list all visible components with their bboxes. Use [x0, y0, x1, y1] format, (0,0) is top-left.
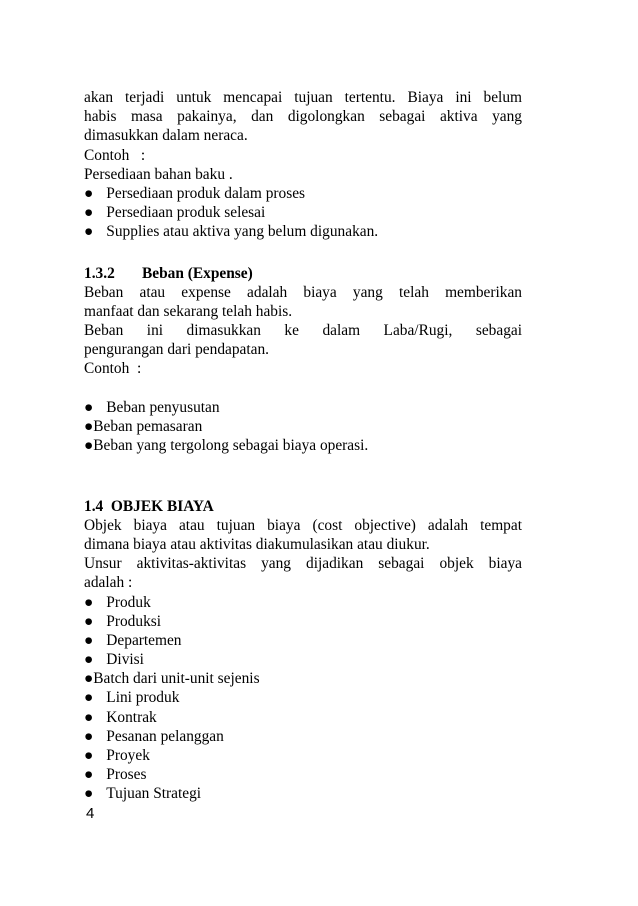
bullet-icon: ● [84, 398, 94, 416]
bullet-icon: ● [84, 785, 94, 803]
list-item: ●Beban pemasaran [84, 418, 203, 435]
list-item: ●Beban yang tergolong sebagai biaya operasi. [84, 437, 369, 455]
intro-contoh-label: Contoh : [84, 146, 146, 164]
bullet-icon: ● [84, 651, 94, 669]
section-heading-1-4: 1.4 OBJEK BIAYA [84, 497, 214, 515]
list-item: ● Lini produk [84, 689, 180, 707]
paragraph-line: manfaat dan sekarang telah habis. [84, 302, 293, 320]
section-heading-1-3-2 [84, 264, 522, 283]
intro-line-2: habis masa pakainya, dan digolongkan sebagai aktiva yang [84, 108, 522, 126]
list-item: ●Batch dari unit-unit sejenis [84, 670, 260, 688]
paragraph-line: Beban ini dimasukkan ke dalam Laba/Rugi, sebagai [84, 322, 522, 340]
bullet-icon: ● [84, 204, 94, 222]
bullet-icon: ● [84, 670, 94, 688]
list-item: ● Produk [84, 593, 151, 611]
list-item: ● Kontrak [84, 708, 157, 726]
bullet-icon: ● [84, 612, 94, 630]
spacer [84, 379, 522, 398]
paragraph-line: Beban atau expense adalah biaya yang telah memberikan [84, 283, 522, 301]
list-item: ● Persediaan produk dalam proses [84, 184, 306, 202]
paragraph-line: Unsur aktivitas-aktivitas yang dijadikan sebagai objek biaya [84, 555, 522, 573]
intro-list-title: Persediaan bahan baku . [84, 165, 233, 183]
list-item: ● Proyek [84, 747, 150, 764]
list-item: ● Pesanan pelanggan [84, 727, 224, 745]
list-item: ● Beban penyusutan [84, 398, 220, 416]
bullet-icon: ● [84, 593, 94, 611]
paragraph-line: pengurangan dari pendapatan. [84, 341, 270, 359]
section-title: Beban (Expense) [142, 264, 253, 282]
list-item: ● Departemen [84, 631, 182, 649]
bullet-icon: ● [84, 631, 94, 649]
paragraph-line: dimana biaya atau aktivitas diakumulasikan atau diukur. [84, 535, 430, 553]
list-item: ● Divisi [84, 651, 144, 669]
bullet-icon: ● [84, 747, 94, 764]
page-content [84, 88, 522, 804]
list-item: ● Proses [84, 766, 147, 784]
spacer [84, 455, 522, 474]
bullet-icon: ● [84, 223, 94, 241]
paragraph-line: Objek biaya atau tujuan biaya (cost objective) adalah tempat [84, 516, 522, 534]
bullet-icon: ● [84, 727, 94, 745]
list-item: ● Tujuan Strategi [84, 785, 202, 803]
intro-line-1: akan terjadi untuk mencapai tujuan tertentu. Biaya ini belum [84, 89, 522, 106]
paragraph-line: adalah : [84, 574, 133, 592]
list-item: ● Produksi [84, 612, 162, 630]
intro-line-3: dimasukkan dalam neraca. [84, 127, 248, 145]
bullet-icon: ● [84, 766, 94, 784]
bullet-icon: ● [84, 708, 94, 726]
bullet-icon: ● [84, 418, 94, 435]
contoh-label: Contoh : [84, 360, 142, 378]
section-number: 1.3.2 [84, 264, 115, 282]
list-item: ● Persediaan produk selesai [84, 204, 266, 222]
page-number: 4 [86, 805, 95, 822]
spacer [84, 475, 522, 497]
bullet-icon: ● [84, 437, 94, 455]
bullet-icon: ● [84, 184, 94, 202]
list-item: ● Supplies atau aktiva yang belum digunakan. [84, 223, 379, 241]
spacer [84, 242, 522, 264]
bullet-icon: ● [84, 689, 94, 707]
